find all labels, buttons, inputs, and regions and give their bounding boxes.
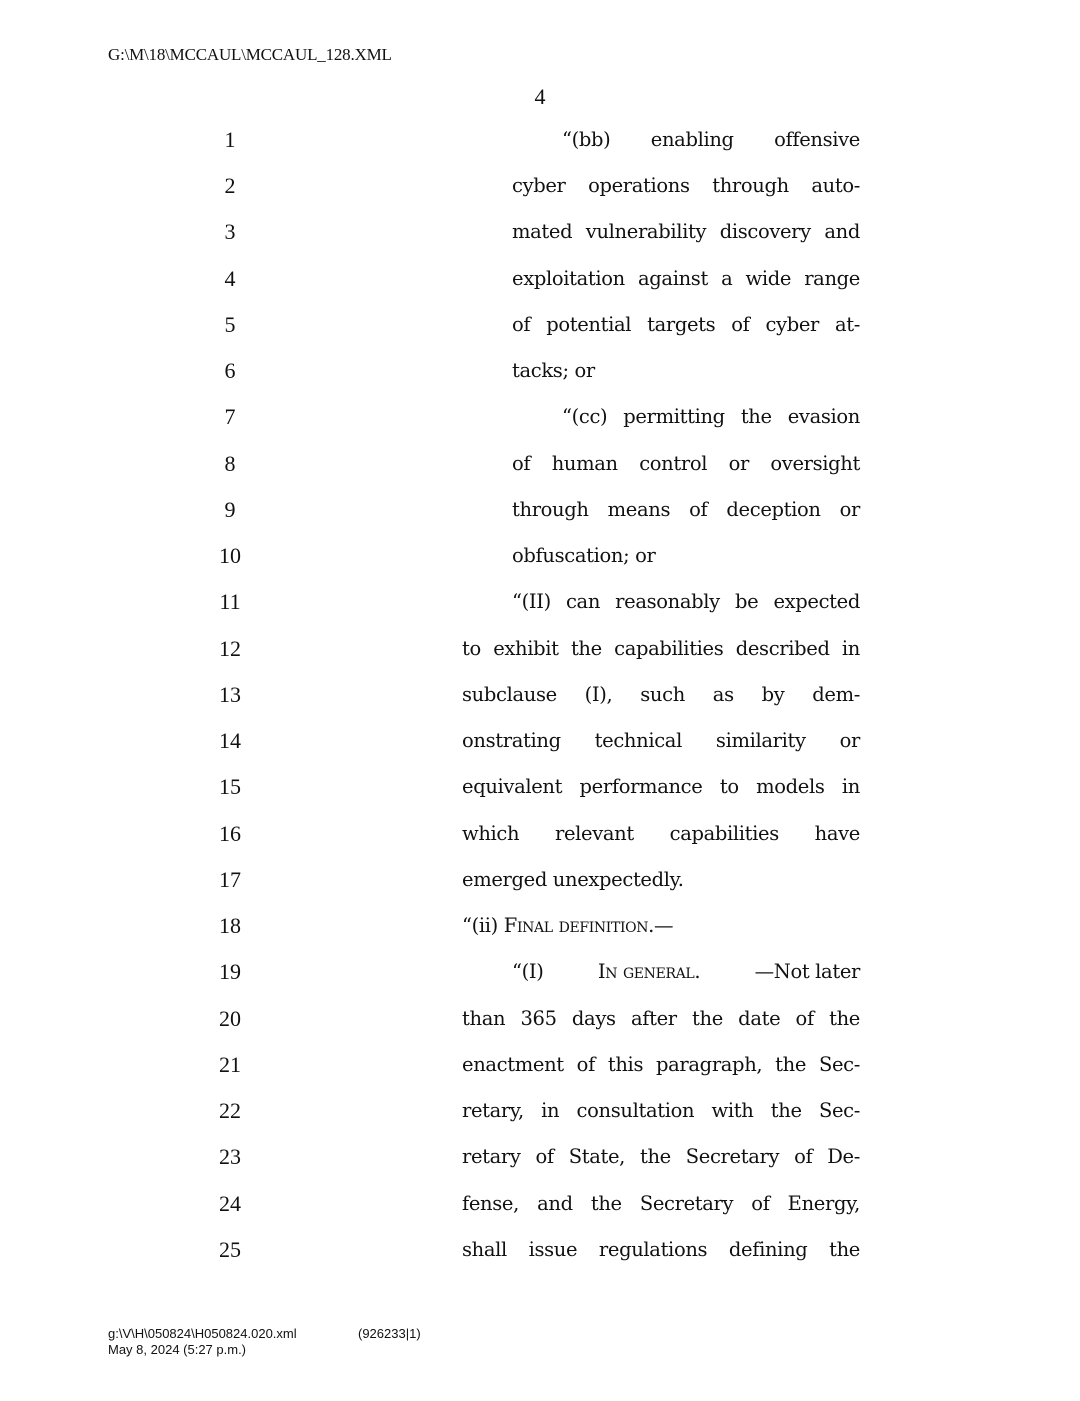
line-text: of potential targets of cyber at- [512,313,860,336]
line-number: 23 [219,1144,241,1169]
line-number: 12 [219,636,241,661]
line-number: 10 [219,543,241,568]
document-file-path: G:\M\18\MCCAUL\MCCAUL_128.XML [108,45,392,64]
line-number: 5 [224,312,236,337]
line-text: onstrating technical similarity or [462,729,860,752]
text-line [0,772,1080,818]
text-line [0,125,1080,171]
page-number: 4 [534,84,546,109]
line-text: “(bb) enabling offensive [562,128,860,151]
line-text: tacks; or [512,359,595,382]
line-number: 2 [224,173,236,198]
text-line [0,1004,1080,1050]
text-line [0,1050,1080,1096]
text-line [0,1096,1080,1142]
line-number: 3 [224,219,236,244]
line-number: 22 [219,1098,241,1123]
line-number: 19 [219,959,241,984]
line-text: retary of State, the Secretary of De- [462,1145,860,1168]
line-number: 25 [219,1237,241,1262]
text-line [0,310,1080,356]
line-number: 14 [219,728,241,753]
footer-code: (926233|1) [358,1326,421,1341]
line-text: fense, and the Secretary of Energy, [462,1192,860,1215]
footer-date: May 8, 2024 (5:27 p.m.) [108,1342,247,1357]
line-number: 18 [219,913,241,938]
line-text: retary, in consultation with the Sec- [462,1099,860,1122]
text-line [0,911,1080,957]
line-text: emerged unexpectedly. [462,868,684,891]
line-text: subclause (I), such as by dem- [462,683,860,706]
text-line [0,171,1080,217]
text-line [0,957,1080,1003]
text-line [0,495,1080,541]
text-line [0,541,1080,587]
text-line [0,449,1080,495]
line-text: “(II) can reasonably be expected [512,590,860,613]
line-number: 1 [224,127,236,152]
text-line [0,726,1080,772]
text-line [0,217,1080,263]
line-text: than 365 days after the date of the [462,1007,860,1030]
line-number: 15 [219,774,241,799]
text-line [0,634,1080,680]
line-text: of human control or oversight [512,452,860,475]
document-footer [108,1326,421,1358]
line-text: “(cc) permitting the evasion [562,405,860,428]
line-text: “(I) In general. —Not later [512,957,860,987]
line-text: mated vulnerability discovery and [512,220,860,243]
line-number: 21 [219,1052,241,1077]
line-text: shall issue regulations defining the [462,1238,860,1261]
line-number: 6 [224,358,236,383]
line-text: cyber operations through auto- [512,174,860,197]
text-line [0,1142,1080,1188]
line-text: obfuscation; or [512,544,656,567]
line-number: 4 [224,266,236,291]
line-text: to exhibit the capabilities described in [462,637,860,660]
line-text: “(ii) Final definition.— [462,914,674,937]
line-text: equivalent performance to models in [462,775,860,798]
text-line [0,865,1080,911]
line-number: 8 [224,451,236,476]
line-number: 24 [219,1191,241,1216]
text-line [0,356,1080,402]
line-number: 9 [224,497,236,522]
line-text: which relevant capabilities have [462,822,860,845]
text-line [0,264,1080,310]
line-number: 20 [219,1006,241,1031]
text-line [0,1235,1080,1281]
line-number: 16 [219,821,241,846]
line-text: through means of deception or [512,498,860,521]
line-number: 11 [219,589,241,614]
text-line [0,587,1080,633]
line-number: 13 [219,682,241,707]
line-number: 7 [224,404,236,429]
line-number: 17 [219,867,241,892]
text-line [0,402,1080,448]
section-heading: Final definition. [503,914,654,937]
footer-file-path: g:\V\H\050824\H050824.020.xml [108,1326,297,1341]
text-line [0,819,1080,865]
text-line [0,1189,1080,1235]
line-text: enactment of this paragraph, the Sec- [462,1053,860,1076]
line-text: exploitation against a wide range [512,267,860,290]
text-line [0,680,1080,726]
section-heading: In general. [597,960,701,983]
